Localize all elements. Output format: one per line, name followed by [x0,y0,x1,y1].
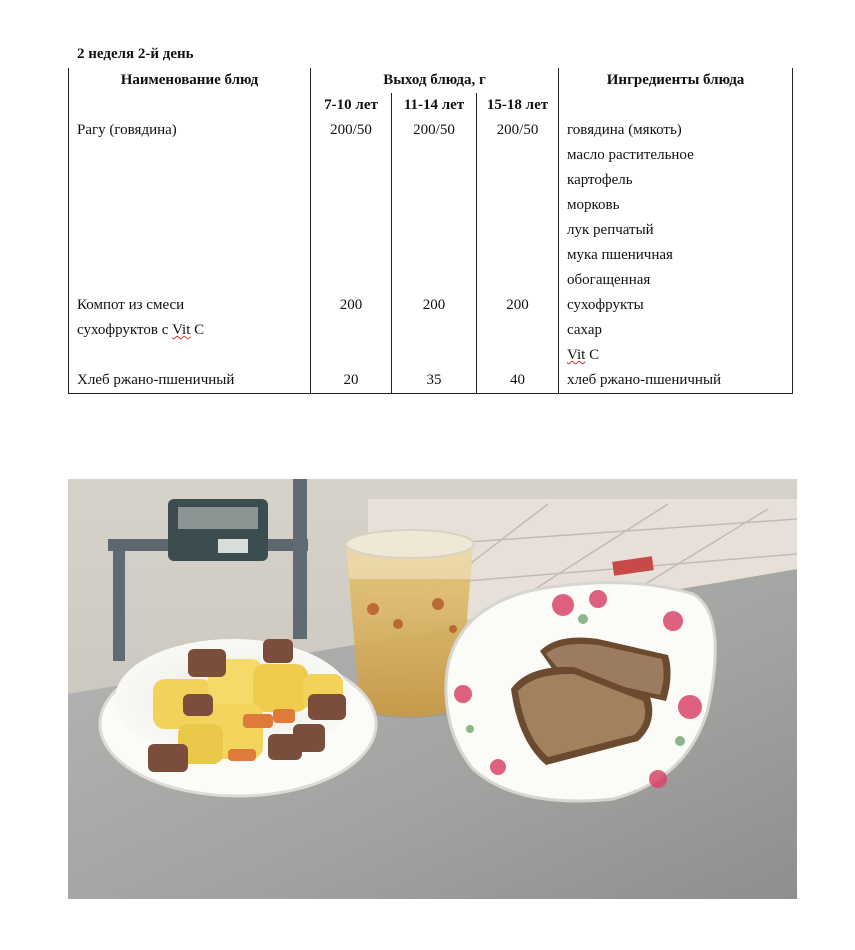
dish-name: Хлеб ржано-пшеничный [69,368,311,394]
header-ingredients: Ингредиенты блюда [559,68,793,118]
ingredient: масло растительное [559,143,793,168]
yield-value: 20 [311,368,392,394]
table-row [69,218,793,243]
header-age-15-18: 15-18 лет [477,93,559,118]
ingredient: сухофрукты [559,293,793,318]
header-yield: Выход блюда, г [311,68,559,93]
ingredient: лук репчатый [559,218,793,243]
table-row [69,193,793,218]
ingredient: хлеб ржано-пшеничный [559,368,793,394]
ingredient: сахар [559,318,793,343]
header-age-11-14: 11-14 лет [392,93,477,118]
dish-name: Компот из смеси [69,293,311,318]
yield-value: 200 [311,293,392,318]
yield-value: 200 [392,293,477,318]
yield-value: 200 [477,293,559,318]
ingredient: обогащенная [559,268,793,293]
page-heading: 2 неделя 2-й день [77,46,194,62]
table-row [69,343,793,368]
header-age-7-10: 7-10 лет [311,93,392,118]
table-row [69,268,793,293]
yield-value: 200/50 [392,118,477,143]
ingredient: Vit C [559,343,793,368]
yield-value: 35 [392,368,477,394]
table-row [69,168,793,193]
table-row [69,143,793,168]
yield-value: 200/50 [477,118,559,143]
ingredient: картофель [559,168,793,193]
yield-value: 200/50 [311,118,392,143]
ingredient: морковь [559,193,793,218]
header-dish-name: Наименование блюд [69,68,311,118]
yield-value: 40 [477,368,559,394]
menu-table [68,68,793,394]
dish-name: Рагу (говядина) [69,118,311,143]
table-row [69,318,793,343]
table-row [69,243,793,268]
ingredient: мука пшеничная [559,243,793,268]
meal-photo [68,479,797,899]
table-row [69,293,793,318]
table-row [69,118,793,143]
dish-name-line2: сухофруктов с Vit C [69,318,311,343]
ingredient: говядина (мякоть) [559,118,793,143]
table-row [69,368,793,394]
